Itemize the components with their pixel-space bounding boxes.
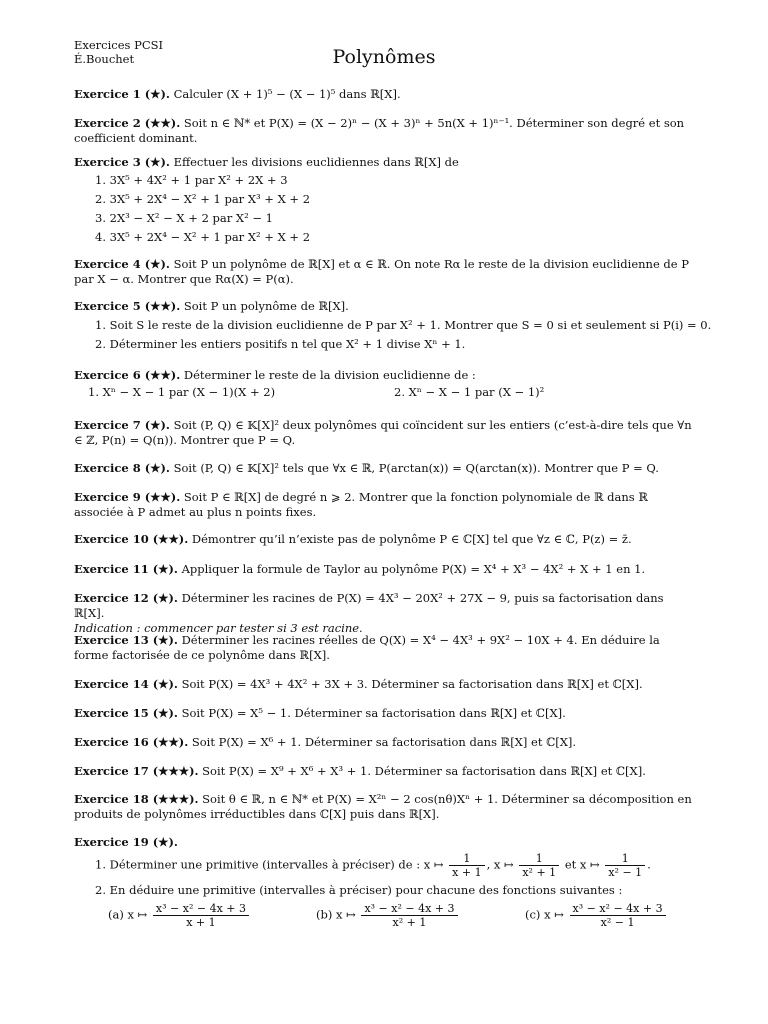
exercise-text: Déterminer le reste de la division euclidienne de : <box>183 368 476 382</box>
author-label: É.Bouchet <box>74 52 135 66</box>
list-item: 2. 3X⁵ + 2X⁴ − X² + 1 par X³ + X + 2 <box>95 192 311 206</box>
exercise-heading: Exercice 4 (★). <box>74 257 170 271</box>
exercise-5-list <box>95 316 711 354</box>
exercise-11 <box>74 562 696 577</box>
exercise-6 <box>74 368 696 383</box>
list-item: 4. 3X⁵ + 2X⁴ − X² + 1 par X² + X + 2 <box>95 230 311 244</box>
exercise-heading: Exercice 16 (★★). <box>74 735 189 749</box>
exercise-heading: Exercice 1 (★). <box>74 87 170 101</box>
exercise-heading: Exercice 7 (★). <box>74 418 170 432</box>
numerator: 1 <box>519 852 559 866</box>
exercise-3 <box>74 155 696 170</box>
list-item: 2. Déterminer les entiers positifs n tel que X² + 1 divise Xⁿ + 1. <box>95 337 466 351</box>
exercise-heading: Exercice 12 (★). <box>74 591 178 605</box>
exercise-heading: Exercice 5 (★★). <box>74 299 181 313</box>
exercise-text: Soit P(X) = X⁹ + X⁶ + X³ + 1. Déterminer sa factorisation dans ℝ[X] et ℂ[X]. <box>202 764 646 778</box>
fraction <box>449 852 484 879</box>
exercise-text: Soit n ∈ ℕ* et P(X) = (X − 2)ⁿ − (X + 3)ⁿ + 5n(X + 1)ⁿ⁻¹. Déterminer son degré et son coefficient dominant. <box>74 116 685 145</box>
fraction <box>570 902 666 929</box>
exercise-heading: Exercice 9 (★★). <box>74 490 181 504</box>
exercise-19-part-c <box>525 902 668 929</box>
exercise-17 <box>74 764 696 779</box>
denominator: x² + 1 <box>522 866 557 879</box>
page-title: Polynômes <box>332 46 436 68</box>
exercise-16 <box>74 735 696 750</box>
exercise-19-question-1 <box>95 852 651 879</box>
exercise-10 <box>74 532 696 547</box>
separator: . <box>647 857 651 872</box>
separator: , x ↦ <box>486 857 514 872</box>
exercise-14 <box>74 677 696 692</box>
list-item: 2. Xⁿ − X − 1 par (X − 1)² <box>394 385 545 399</box>
exercise-text: Soit P un polynôme de ℝ[X]. <box>183 299 349 313</box>
exercise-text: Déterminer les racines de P(X) = 4X³ − 20X² + 27X − 9, puis sa factorisation dans ℝ[X]. <box>74 591 664 620</box>
exercise-19 <box>74 835 696 850</box>
exercise-heading: Exercice 8 (★). <box>74 461 170 475</box>
exercise-heading: Exercice 19 (★). <box>74 835 178 849</box>
exercise-1 <box>74 87 696 102</box>
denominator: x + 1 <box>186 916 216 929</box>
exercise-4 <box>74 257 696 287</box>
exercise-text: Appliquer la formule de Taylor au polynôme P(X) = X⁴ + X³ − 4X² + X + 1 en 1. <box>181 562 646 576</box>
list-item: 1. Xⁿ − X − 1 par (X − 1)(X + 2) <box>88 385 276 399</box>
exercise-3-list <box>95 171 310 247</box>
numerator: x³ − x² − 4x + 3 <box>361 902 457 916</box>
exercise-8 <box>74 461 696 476</box>
list-item: 1. Soit S le reste de la division euclidienne de P par X² + 1. Montrer que S = 0 si et seulement si P(i) = 0. <box>95 318 712 332</box>
fraction <box>361 902 457 929</box>
exercise-text: Calculer (X + 1)⁵ − (X − 1)⁵ dans ℝ[X]. <box>173 87 401 101</box>
exercise-heading: Exercice 17 (★★★). <box>74 764 199 778</box>
exercise-heading: Exercice 18 (★★★). <box>74 792 199 806</box>
fraction <box>519 852 559 879</box>
exercise-heading: Exercice 11 (★). <box>74 562 178 576</box>
exercise-13 <box>74 633 696 663</box>
exercise-18 <box>74 792 696 822</box>
exercise-19-question-2: 2. En déduire une primitive (intervalles à préciser) pour chacune des fonctions suivantes : <box>95 883 623 897</box>
course-label: Exercices PCSI <box>74 38 164 52</box>
exercise-12 <box>74 591 696 636</box>
exercise-9 <box>74 490 696 520</box>
exercise-text: Soit P(X) = 4X³ + 4X² + 3X + 3. Déterminer sa factorisation dans ℝ[X] et ℂ[X]. <box>181 677 643 691</box>
numerator: x³ − x² − 4x + 3 <box>570 902 666 916</box>
question-text: 1. Déterminer une primitive (intervalles à préciser) de : x ↦ <box>95 857 444 872</box>
exercise-text: Effectuer les divisions euclidiennes dans ℝ[X] de <box>173 155 459 169</box>
exercise-5 <box>74 299 696 314</box>
exercise-text: Déterminer les racines réelles de Q(X) = X⁴ − 4X³ + 9X² − 10X + 4. En déduire la forme factorisée de ce polynôme dans ℝ[X]. <box>74 633 660 662</box>
part-label: (c) x ↦ <box>525 907 564 922</box>
exercise-text: Soit (P, Q) ∈ 𝕂[X]² deux polynômes qui coïncident sur les entiers (c’est-à-dire tels que ∀n ∈ ℤ, P(n) = Q(n)). Montrer que P = Q. <box>74 418 692 447</box>
numerator: 1 <box>605 852 645 866</box>
denominator: x + 1 <box>452 866 482 879</box>
exercise-text: Démontrer qu’il n’existe pas de polynôme P ∈ ℂ[X] tel que ∀z ∈ ℂ, P(z) = z̄. <box>191 532 632 546</box>
fraction <box>153 902 249 929</box>
exercise-heading: Exercice 2 (★★). <box>74 116 181 130</box>
list-item: 3. 2X³ − X² − X + 2 par X² − 1 <box>95 211 273 225</box>
exercise-text: Soit P(X) = X⁵ − 1. Déterminer sa factorisation dans ℝ[X] et ℂ[X]. <box>181 706 566 720</box>
exercise-heading: Exercice 15 (★). <box>74 706 178 720</box>
exercise-heading: Exercice 6 (★★). <box>74 368 181 382</box>
exercise-text: Soit θ ∈ ℝ, n ∈ ℕ* et P(X) = X²ⁿ − 2 cos(nθ)Xⁿ + 1. Déterminer sa décomposition en produits de polynômes irréductibles dans ℂ[X] puis dans ℝ[X]. <box>74 792 692 821</box>
part-label: (a) x ↦ <box>108 907 148 922</box>
exercise-heading: Exercice 3 (★). <box>74 155 170 169</box>
exercise-7 <box>74 418 696 448</box>
exercise-heading: Exercice 13 (★). <box>74 633 178 647</box>
exercise-text: Soit (P, Q) ∈ 𝕂[X]² tels que ∀x ∈ ℝ, P(arctan(x)) = Q(arctan(x)). Montrer que P = Q. <box>173 461 659 475</box>
exercise-heading: Exercice 14 (★). <box>74 677 178 691</box>
denominator: x² − 1 <box>608 866 643 879</box>
exercise-19-part-b <box>316 902 460 929</box>
exercise-text: Soit P un polynôme de ℝ[X] et α ∈ ℝ. On note Rα le reste de la division euclidienne de P par X − α. Montrer que Rα(X) = P(α). <box>74 257 689 286</box>
fraction <box>605 852 645 879</box>
exercise-2 <box>74 116 696 146</box>
denominator: x² − 1 <box>600 916 635 929</box>
exercise-19-part-a <box>108 902 251 929</box>
exercise-hint: Indication : commencer par tester si 3 est racine. <box>74 621 363 635</box>
numerator: x³ − x² − 4x + 3 <box>153 902 249 916</box>
exercise-heading: Exercice 10 (★★). <box>74 532 189 546</box>
separator: et x ↦ <box>564 857 600 872</box>
part-label: (b) x ↦ <box>316 907 356 922</box>
list-item: 1. 3X⁵ + 4X² + 1 par X² + 2X + 3 <box>95 173 288 187</box>
exercise-text: Soit P(X) = X⁶ + 1. Déterminer sa factorisation dans ℝ[X] et ℂ[X]. <box>191 735 577 749</box>
exercise-text: Soit P ∈ ℝ[X] de degré n ⩾ 2. Montrer que la fonction polynomiale de ℝ dans ℝ associée à P admet au plus n points fixes. <box>74 490 648 519</box>
exercise-15 <box>74 706 696 721</box>
denominator: x² + 1 <box>392 916 427 929</box>
numerator: 1 <box>449 852 484 866</box>
